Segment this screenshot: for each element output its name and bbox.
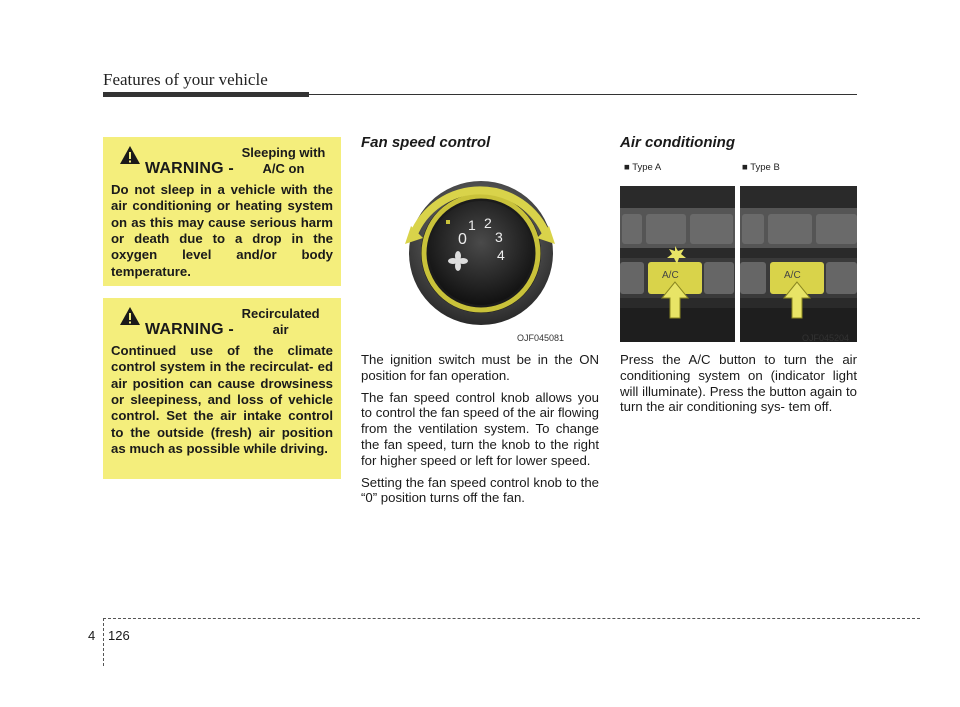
warning-subject-line2: A/C on xyxy=(262,161,305,177)
header-rule-thin xyxy=(309,94,857,95)
warning-triangle-icon xyxy=(119,145,141,165)
ac-heading: Air conditioning xyxy=(620,134,735,151)
section-number: 4 xyxy=(88,628,96,643)
fan-figure-code: OJF045081 xyxy=(517,333,565,343)
knob-number-1: 1 xyxy=(468,217,476,233)
warning-triangle-icon xyxy=(119,306,141,326)
page-number: 126 xyxy=(108,628,130,643)
fan-paragraph: Setting the fan speed control knob to the “0” position turns off the fan. xyxy=(361,474,599,506)
header-rule-thick xyxy=(103,92,309,97)
type-a-label: ■ Type A xyxy=(624,162,662,173)
footer-rule xyxy=(103,618,920,619)
ac-paragraph: Press the A/C button to turn the air conditioning system on (indicator light will illuminate). Press the button again to turn the air conditioning sys- tem off. xyxy=(620,352,857,415)
ac-body xyxy=(620,352,857,421)
warning-body: Do not sleep in a vehicle with the air conditioning or heating system on as this may cause serious harm or death due to a drop in the oxygen level and/or body temperature. xyxy=(111,181,333,279)
fan-heading: Fan speed control xyxy=(361,134,491,151)
ac-figure-code: OJF045204 xyxy=(802,333,850,343)
footer-divider xyxy=(103,618,104,666)
ac-button-label-b: A/C xyxy=(784,270,801,281)
warning-label: WARNING - xyxy=(145,160,234,178)
warning-box-recirculated xyxy=(103,298,341,479)
warning-label: WARNING - xyxy=(145,321,234,339)
page-header-title: Features of your vehicle xyxy=(103,70,268,89)
warning-title xyxy=(111,145,333,178)
warning-box-sleeping xyxy=(103,137,341,286)
warning-subject xyxy=(242,145,326,178)
knob-number-2: 2 xyxy=(484,215,492,231)
fan-knob-figure xyxy=(361,158,599,344)
ac-panel-image xyxy=(620,158,857,344)
knob-number-0: 0 xyxy=(458,231,467,248)
warning-subject-line2: air xyxy=(272,322,289,338)
knob-number-3: 3 xyxy=(495,229,503,245)
warning-subject xyxy=(242,306,320,339)
warning-subject-line1: Recirculated xyxy=(241,306,320,321)
warning-body: Continued use of the climate control system in the recirculat- ed air position can cause drowsiness or sleepiness, and loss of vehicle control. Set the air intake control to the outside (fresh) air position as much as possible while driving. xyxy=(111,342,333,457)
ac-figure xyxy=(620,158,857,344)
fan-knob-image xyxy=(361,158,599,344)
type-b-label: ■ Type B xyxy=(742,162,780,173)
warning-subject-line1: Sleeping with xyxy=(241,145,326,160)
fan-paragraph: The fan speed control knob allows you to control the fan speed of the air flowing from the ventilation system. To change the fan speed, turn the knob to the right for higher speed or left for lower speed. xyxy=(361,389,599,468)
ac-button-label-a: A/C xyxy=(662,270,679,281)
fan-body xyxy=(361,352,599,512)
warning-title xyxy=(111,306,333,339)
knob-number-4: 4 xyxy=(497,247,505,263)
fan-paragraph: The ignition switch must be in the ON position for fan operation. xyxy=(361,352,599,383)
